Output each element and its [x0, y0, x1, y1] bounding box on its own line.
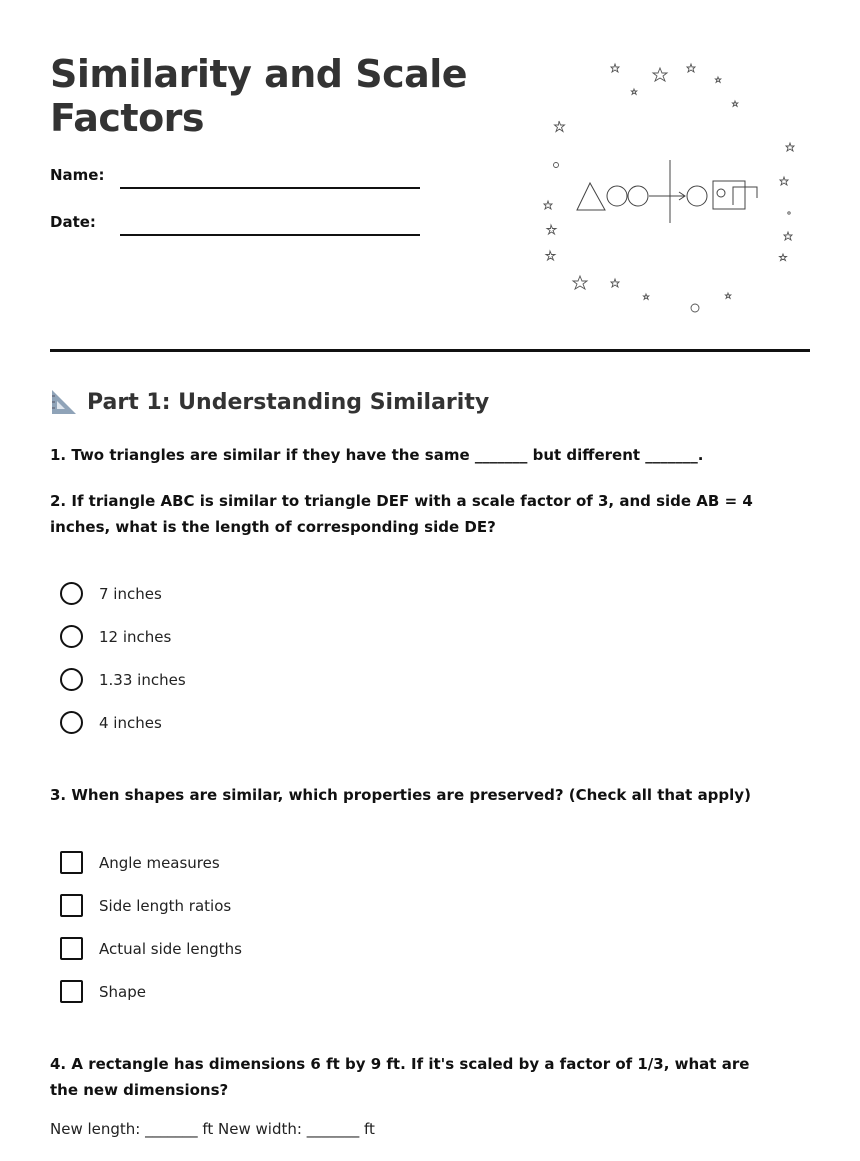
option-label: Shape [99, 982, 146, 1001]
question-2: 2. If triangle ABC is similar to triangle DEF with a scale factor of 3, and side AB = 4 inches, what is the length of corresponding side DE? [50, 492, 753, 536]
q2-option[interactable] [60, 625, 171, 648]
q3-option[interactable] [60, 894, 231, 917]
shapes-illustration [535, 55, 805, 320]
option-label: 1.33 inches [99, 670, 186, 689]
option-label: Angle measures [99, 853, 220, 872]
checkbox[interactable] [60, 851, 83, 874]
option-label: 12 inches [99, 627, 172, 646]
section-heading [50, 388, 489, 416]
q2-option[interactable] [60, 711, 162, 734]
header-divider [50, 349, 810, 352]
radio-button[interactable] [60, 582, 83, 605]
q3-option[interactable] [60, 980, 146, 1003]
checkbox[interactable] [60, 937, 83, 960]
name-field[interactable] [120, 187, 420, 189]
question-4: 4. A rectangle has dimensions 6 ft by 9 ft. If it's scaled by a factor of 1/3, what are the new dimensions? [50, 1055, 750, 1099]
q2-option[interactable] [60, 582, 162, 605]
option-label: Side length ratios [99, 896, 232, 915]
q4-answer-blanks[interactable]: New length: _______ ft New width: _______ ft [50, 1120, 375, 1138]
option-label: Actual side lengths [99, 939, 242, 958]
date-field[interactable] [120, 234, 420, 236]
page-title: Similarity and Scale Factors [50, 52, 468, 140]
checkbox[interactable] [60, 894, 83, 917]
radio-button[interactable] [60, 711, 83, 734]
set-square-icon [50, 388, 78, 416]
question-3: 3. When shapes are similar, which properties are preserved? (Check all that apply) [50, 786, 751, 804]
q3-option[interactable] [60, 851, 220, 874]
q2-option[interactable] [60, 668, 186, 691]
radio-button[interactable] [60, 668, 83, 691]
name-label: Name: [50, 166, 105, 184]
date-label: Date: [50, 213, 96, 231]
checkbox[interactable] [60, 980, 83, 1003]
question-1: 1. Two triangles are similar if they have the same _______ but different _______. [50, 446, 704, 464]
option-label: 7 inches [99, 584, 162, 603]
section-title: Part 1: Understanding Similarity [87, 389, 490, 415]
radio-button[interactable] [60, 625, 83, 648]
option-label: 4 inches [99, 713, 162, 732]
q3-option[interactable] [60, 937, 242, 960]
